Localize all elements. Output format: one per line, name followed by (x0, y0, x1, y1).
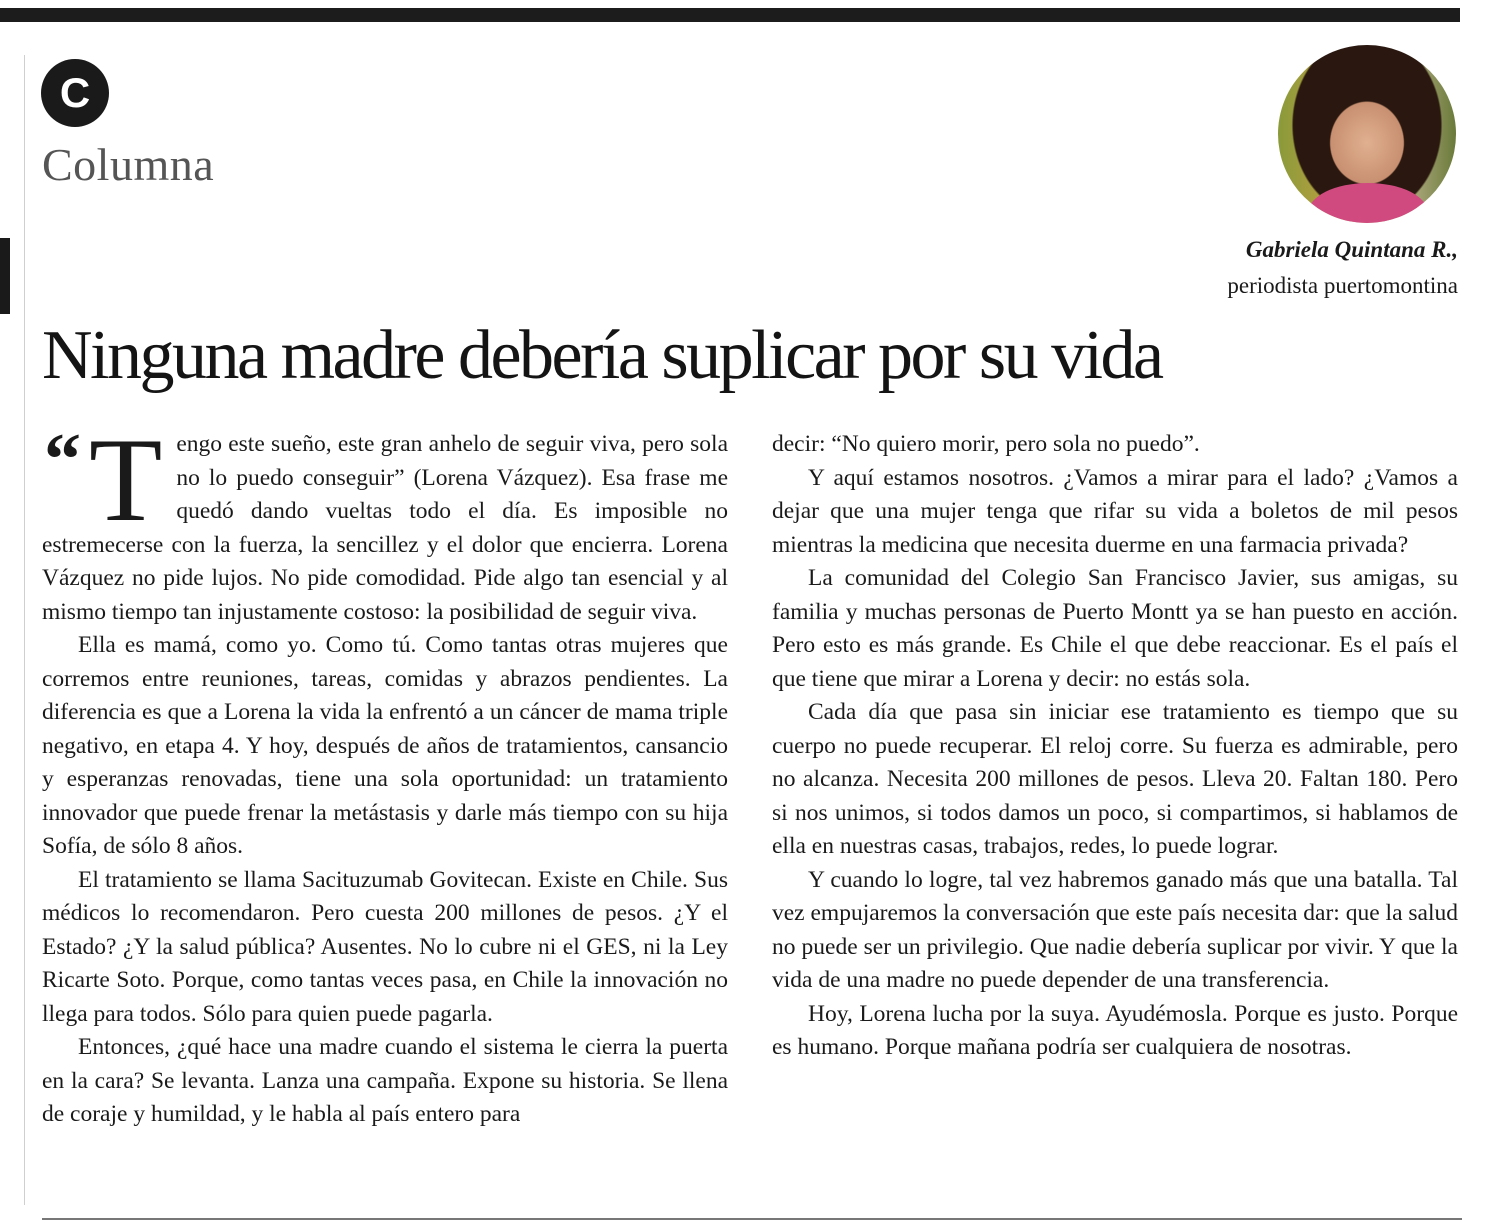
article-paragraph: La comunidad del Colegio San Francisco Javier, sus amigas, su familia y muchas personas de Puerto Montt ya se han puesto en acción. Pero esto es más grande. Es Chile el que debe reaccionar. Es el país el que tiene que mirar a Lorena y decir: no estás sola. (772, 565, 1458, 692)
page-edge-mark (0, 238, 10, 314)
article-paragraph (42, 413, 728, 629)
section-label: Columna (42, 139, 215, 190)
opening-quote-mark: “ (44, 419, 81, 501)
article-paragraph: Cada día que pasa sin iniciar ese tratamiento es tiempo que su cuerpo no puede recuperar. El reloj corre. Su fuerza es admirable, pero no alcanza. Necesita 200 millones de pesos. Lleva 20. Faltan 180. Pero si nos unimos, si todos damos un poco, si compartimos, si hablamos de ella en nuestras casas, trabajos, redes, lo puede lograr. (772, 699, 1458, 859)
author-name: Gabriela Quintana R., (1245, 237, 1458, 262)
section-badge: C (41, 59, 109, 127)
article-paragraph: El tratamiento se llama Sacituzumab Govitecan. Existe en Chile. Sus médicos lo recomendaron. Pero cuesta 200 millones de pesos. ¿Y el Estado? ¿Y la salud pública? Ausentes. No lo cubre ni el GES, ni la Ley Ricarte Soto. Porque, como tantas veces pasa, en Chile la innovación no llega para todos. Sólo para quien puede pagarla. (42, 866, 728, 1027)
article-paragraph: Y aquí estamos nosotros. ¿Vamos a mirar para el lado? ¿Vamos a dejar que una mujer tenga que rifar su vida a boletos de mil pesos mientras la medicina que necesita duerme en una farmacia privada? (772, 464, 1458, 558)
article-paragraph: Y cuando lo logre, tal vez habremos ganado más que una batalla. Tal vez empujaremos la conversación que este país necesita dar: que la salud no puede ser un privilegio. Que nadie debería suplicar por vivir. Y que la vida de una madre no puede depender de una transferencia. (772, 866, 1458, 993)
column-divider (24, 55, 25, 1205)
article-column-left (42, 413, 728, 1132)
author-photo (1278, 45, 1456, 223)
headline: Ninguna madre debería suplicar por su vida (42, 317, 1162, 394)
dropcap: T (89, 413, 163, 546)
article-column-right (772, 428, 1458, 1065)
bottom-rule (42, 1218, 1462, 1220)
author-role: periodista puertomontina (1227, 273, 1458, 298)
paragraph-text: engo este sueño, este gran anhelo de seguir viva, pero sola no lo puedo conseguir” (Lorena Vázquez). Esa frase me quedó dando vueltas todo el día. Es imposible no estremecerse con la fuerza, la sencillez y el dolor que encierra. Lorena Vázquez no pide lujos. No pide comodidad. Pide algo tan esencial y al mismo tiempo tan injustamente costoso: la posibilidad de seguir viva. (42, 431, 728, 625)
author-byline (1227, 232, 1458, 304)
author-photo-scarf (1308, 183, 1428, 223)
article-paragraph: Entonces, ¿qué hace una madre cuando el sistema le cierra la puerta en la cara? Se levanta. Lanza una campaña. Expone su historia. Se llena de coraje y humildad, y le habla al país entero para (42, 1034, 728, 1127)
article-paragraph-continued: decir: “No quiero morir, pero sola no puedo”. (772, 431, 1200, 457)
article-paragraph: Ella es mamá, como yo. Como tú. Como tantas otras mujeres que corremos entre reuniones, tareas, comidas y abrazos pendientes. La diferencia es que a Lorena la vida la enfrentó a un cáncer de mama triple negativo, en etapa 4. Y hoy, después de años de tratamientos, cansancio y esperanzas renovadas, tiene una sola oportunidad: un tratamiento innovador que puede frenar la metástasis y darle más tiempo con su hija Sofía, de sólo 8 años. (42, 632, 728, 859)
top-rule (0, 8, 1460, 22)
article-paragraph: Hoy, Lorena lucha por la suya. Ayudémosla. Porque es justo. Porque es humano. Porque mañana podría ser cualquiera de nosotras. (772, 1000, 1458, 1060)
